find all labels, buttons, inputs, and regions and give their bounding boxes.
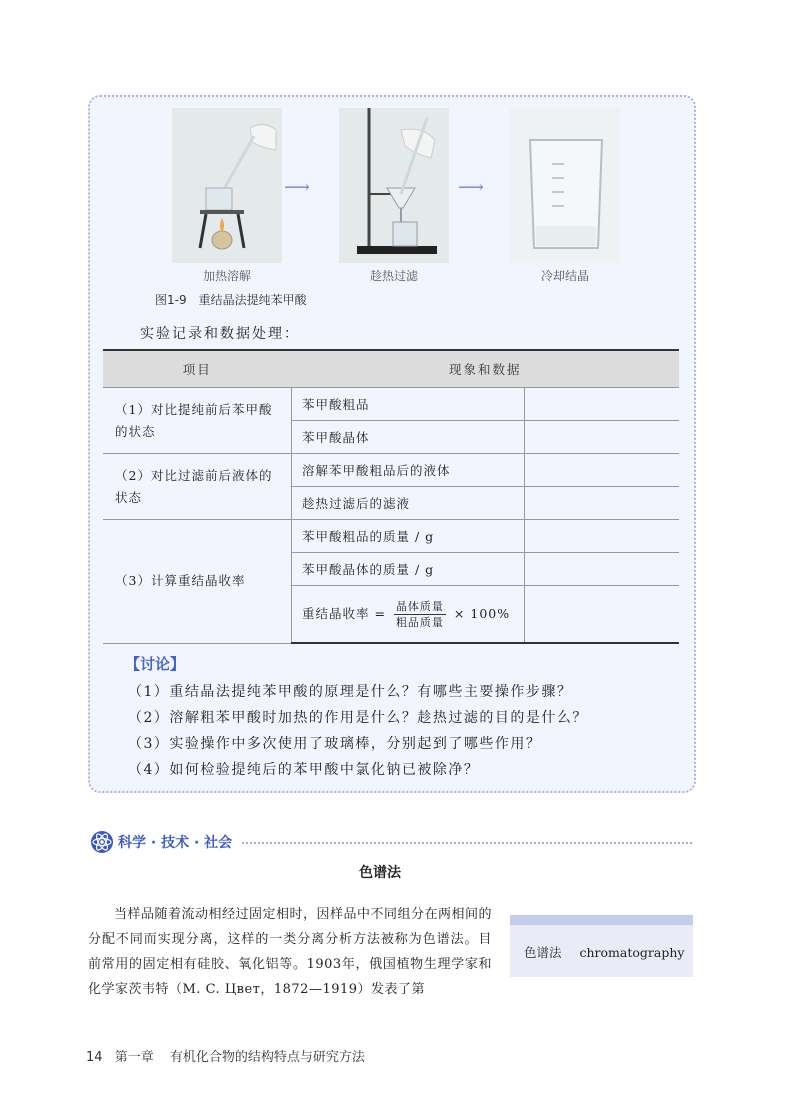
article-paragraph: 当样品随着流动相经过固定相时，因样品中不同组分在两相间的分配不同而实现分离，这样的一类分离分析方法被称为色谱法。目前常用的固定相有硅胶、氧化铝等。1903年，俄国植物生理学家和化学家茨韦特（M. C. Цвет，1872—1919）发表了第 (88, 907, 493, 997)
discussion-question: （1）重结晶法提纯苯甲酸的原理是什么？有哪些主要操作步骤？ (128, 684, 573, 700)
table-cell: 苯甲酸粗品的质量 / g (292, 520, 525, 553)
discussion-title: 【讨论】 (125, 655, 186, 673)
page-number: 14 (86, 1050, 103, 1065)
table-row (103, 388, 679, 421)
table-blank-cell (525, 421, 680, 454)
table-blank-cell (525, 388, 680, 421)
formula-prefix: 重结晶收率 = (302, 605, 386, 621)
chapter-title: 有机化合物的结构特点与研究方法 (169, 1050, 365, 1065)
table-row (103, 520, 679, 553)
table-blank-cell (525, 520, 680, 553)
chapter-label: 第一章 (114, 1050, 154, 1065)
table-header: 现象和数据 (292, 350, 680, 388)
figure-caption: 趁热过滤 (369, 269, 418, 283)
discussion-question: （4）如何检验提纯后的苯甲酸中氯化钠已被除净？ (128, 762, 480, 778)
arrow-right-icon: ⟶ (458, 177, 484, 198)
formula-numerator: 晶体质量 (395, 599, 444, 613)
table-cell: 溶解苯甲酸粗品后的液体 (292, 454, 525, 487)
divider (242, 842, 692, 844)
table-row (103, 454, 679, 487)
formula-fraction (394, 599, 446, 630)
atom-icon (90, 830, 114, 854)
figure-caption: 冷却结晶 (540, 269, 589, 283)
formula-suffix: × 100% (453, 605, 511, 621)
article-title: 色谱法 (359, 865, 401, 881)
discussion-question: （2）溶解粗苯甲酸时加热的作用是什么？趁热过滤的目的是什么？ (128, 710, 588, 726)
formula-cell (292, 586, 525, 644)
table-cell: 苯甲酸粗品 (292, 388, 525, 421)
figure-caption: 加热溶解 (202, 269, 251, 283)
photo-hot-filtration (339, 108, 449, 263)
glossary-term: 色谱法 (524, 945, 562, 960)
table-cell: 苯甲酸晶体 (292, 421, 525, 454)
table-blank-cell (525, 454, 680, 487)
table-blank-cell (525, 553, 680, 586)
table-blank-cell (525, 586, 680, 644)
formula-denominator: 粗品质量 (395, 615, 444, 629)
arrow-right-icon: ⟶ (284, 177, 310, 198)
discussion-question: （3）实验操作中多次使用了玻璃棒，分别起到了哪些作用？ (128, 736, 542, 752)
table-item-cell: （2）对比过滤前后液体的状态 (103, 454, 292, 520)
page-footer (86, 1046, 365, 1065)
table-header: 项目 (103, 350, 292, 388)
table-item-cell: （3）计算重结晶收率 (103, 520, 292, 644)
table-cell: 趁热过滤后的滤液 (292, 487, 525, 520)
sts-section-title: 科学 · 技术 · 社会 (118, 835, 233, 851)
glossary-english: chromatography (579, 945, 685, 960)
table-cell: 苯甲酸晶体的质量 / g (292, 553, 525, 586)
figure-label: 图1-9 重结晶法提纯苯甲酸 (155, 293, 307, 307)
record-title: 实验记录和数据处理： (140, 326, 300, 342)
glossary-sidebar (510, 915, 693, 977)
table-item-cell: （1）对比提纯前后苯甲酸的状态 (103, 388, 292, 454)
photo-heating-dissolve (172, 108, 282, 263)
table-blank-cell (525, 487, 680, 520)
experiment-record-table (103, 349, 679, 644)
photo-cooling-crystallize (510, 108, 620, 263)
